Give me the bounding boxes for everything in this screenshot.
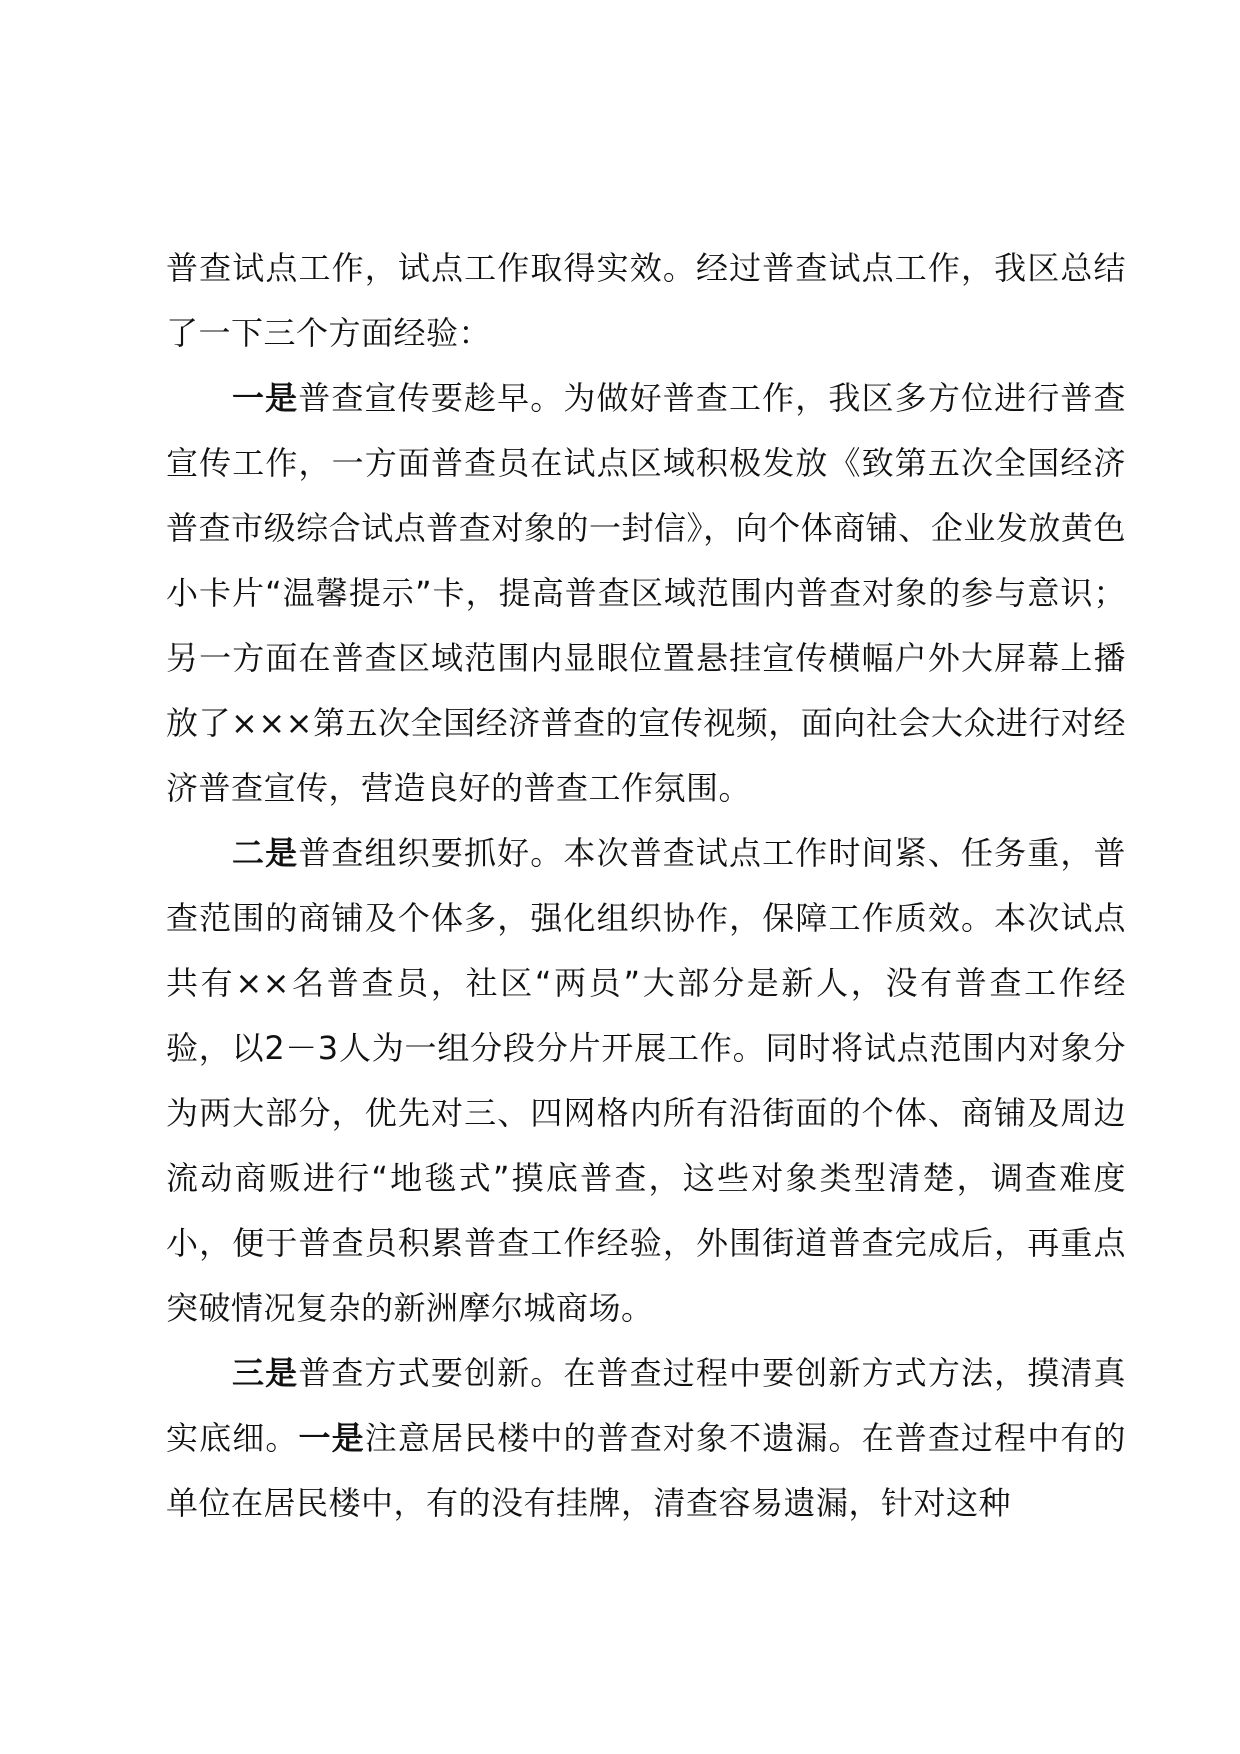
paragraph-sublead: 一是 (298, 1419, 365, 1457)
paragraph-text: 普查方式要创新。在普查过程中要创新方式方法，摸清真实底细。 (166, 1354, 1126, 1457)
paragraph-lead: 二是 (232, 834, 299, 872)
paragraph-intro (166, 236, 1126, 366)
paragraph-text: 普查组织要抓好。本次普查试点工作时间紧、任务重，普查范围的商铺及个体多，强化组织协作，保障工作质效。本次试点共有××名普查员，社区“两员”大部分是新人，没有普查工作经验，以2－3人为一组分段分片开展工作。同时将试点范围内对象分为两大部分，优先对三、四网格内所有沿街面的个体、商铺及周边流动商贩进行“地毯式”摸底普查，这些对象类型清楚，调查难度小，便于普查员积累普查工作经验，外围街道普查完成后，再重点突破情况复杂的新洲摩尔城商场。 (166, 834, 1126, 1327)
paragraph-text: 普查试点工作，试点工作取得实效。经过普查试点工作，我区总结了一下三个方面经验： (166, 249, 1126, 352)
paragraph-lead: 一是 (232, 379, 299, 417)
paragraph-point-one (166, 366, 1126, 821)
paragraph-text: 普查宣传要趁早。为做好普查工作，我区多方位进行普查宣传工作，一方面普查员在试点区域积极发放《致第五次全国经济普查市级综合试点普查对象的一封信》，向个体商铺、企业发放黄色小卡片“温馨提示”卡，提高普查区域范围内普查对象的参与意识；另一方面在普查区域范围内显眼位置悬挂宣传横幅户外大屏幕上播放了×××第五次全国经济普查的宣传视频，面向社会大众进行对经济普查宣传，营造良好的普查工作氛围。 (166, 379, 1126, 807)
paragraph-lead: 三是 (232, 1354, 299, 1392)
document-page (166, 236, 1126, 1536)
paragraph-point-three (166, 1341, 1126, 1536)
paragraph-point-two (166, 821, 1126, 1341)
paragraph-subtext: 注意居民楼中的普查对象不遗漏。在普查过程中有的单位在居民楼中，有的没有挂牌，清查容易遗漏，针对这种 (166, 1419, 1126, 1522)
